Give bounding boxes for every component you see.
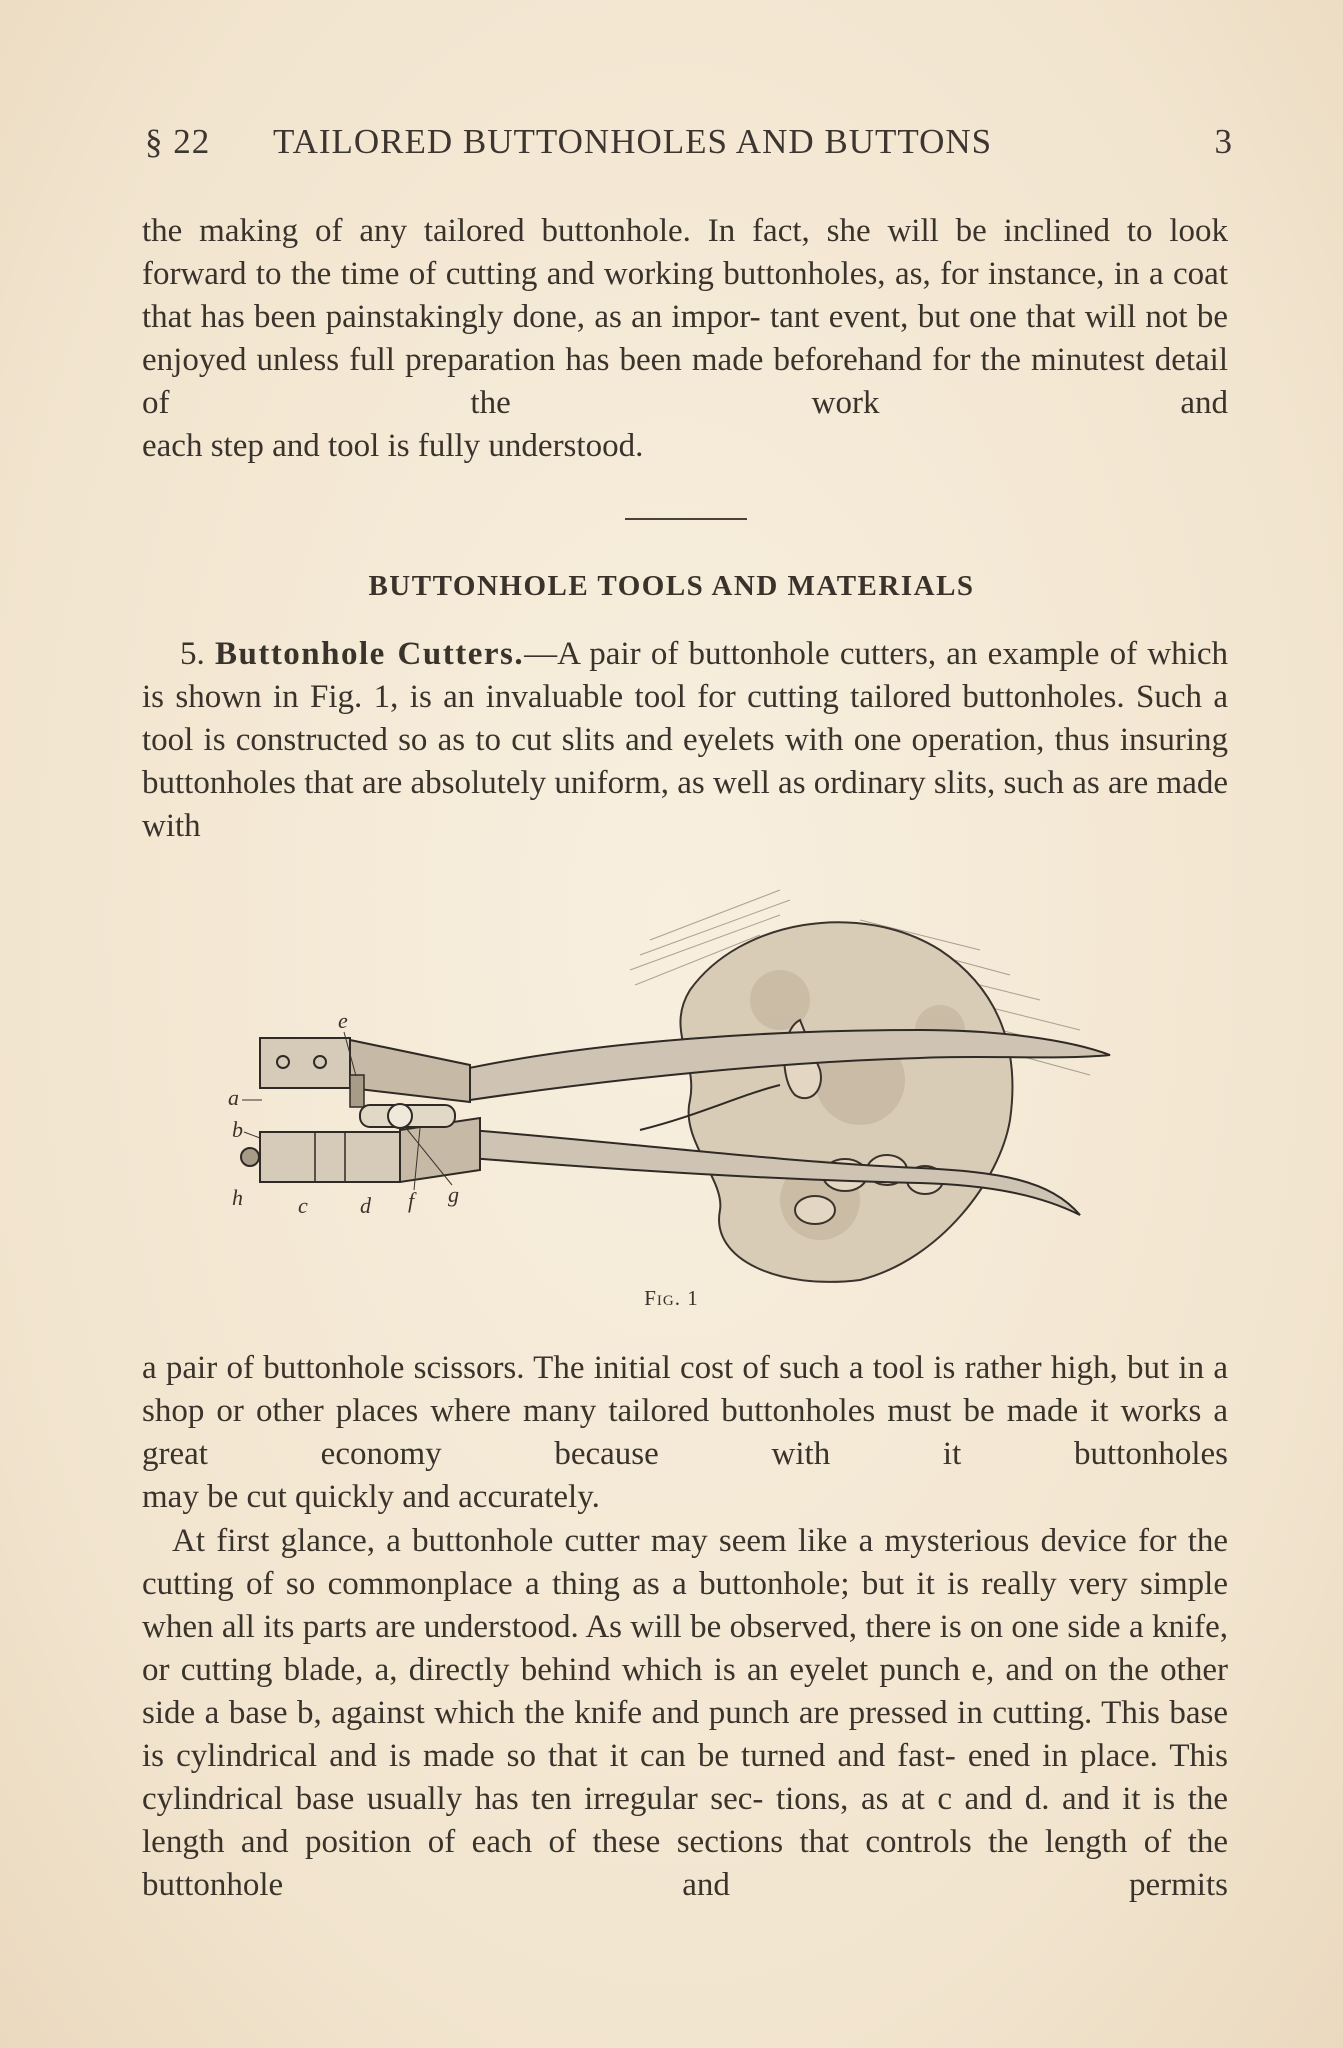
text-line: tailored buttonholes. Such a tool is constructed so as to cut slits (142, 679, 1229, 758)
text-line: —A pair of buttonhole cutters, an (524, 636, 978, 672)
running-title: TAILORED BUTTONHOLES AND BUTTONS (273, 122, 993, 161)
figure-caption: Fig. 1 (644, 1286, 699, 1310)
paragraph-number: 5. (180, 636, 205, 672)
label-e: e (338, 1008, 348, 1033)
label-h: h (232, 1185, 243, 1210)
text-line: At first glance, a buttonhole cutter may seem like a mysterious (172, 1523, 1030, 1559)
text-line: directly behind which is an eyelet punch e, and on the other side a (142, 1652, 1228, 1731)
page-number: 3 (1214, 122, 1233, 161)
cylindrical-base (260, 1132, 400, 1182)
text-line: This base is cylindrical and is made so that it can be turned and fast- (142, 1695, 1228, 1774)
text-line: the making of any tailored buttonhole. In fact, she will be inclined (142, 213, 1110, 249)
run-in-heading: Buttonhole Cutters. (214, 636, 525, 672)
label-g: g (448, 1182, 459, 1207)
text-line: a pair of buttonhole scissors. The initial cost of such a tool is rather (142, 1350, 1042, 1386)
eyelet-punch (350, 1075, 364, 1107)
text-line: tant event, but one that will not be enjoyed unless full preparation (142, 299, 1229, 378)
label-c: c (298, 1193, 308, 1218)
label-a: a (228, 1085, 239, 1110)
upper-jaw (350, 1040, 470, 1102)
label-d: d (360, 1193, 371, 1218)
section-divider (625, 518, 747, 520)
text-line: tions, as at c and d. and it is the length and position of each of these (142, 1781, 1229, 1860)
paragraph-cost (142, 1347, 1228, 1519)
text-line: has been made beforehand for the minutest detail of the work and (142, 342, 1228, 421)
text-line: must be made it works a great economy because with it buttonholes (142, 1393, 1229, 1472)
section-heading: BUTTONHOLE TOOLS AND MATERIALS (368, 570, 975, 602)
paragraph-mechanism (142, 1520, 1228, 1907)
text-line: to look forward to the time of cutting and working buttonholes, as, (142, 213, 1229, 292)
text-line: ened in place. This cylindrical base usually has ten irregular sec- (142, 1738, 1228, 1817)
label-b: b (232, 1117, 243, 1142)
knife-blade (260, 1038, 350, 1088)
figure-buttonhole-cutter-illustration (220, 880, 1140, 1300)
text-line: each step and tool is fully understood. (142, 428, 644, 464)
paragraph-intro (142, 210, 1228, 468)
section-number: § 22 (145, 122, 211, 161)
text-line: sections that controls the length of the buttonhole and permits (142, 1824, 1229, 1903)
text-line: high, but in a shop or other places where many tailored buttonholes (142, 1350, 1229, 1429)
label-f: f (408, 1188, 415, 1213)
text-line: and eyelets with one operation, thus insuring buttonholes that are (142, 722, 1229, 801)
text-line: may be cut quickly and accurately. (142, 1479, 600, 1515)
text-line: will be observed, there is on one side a knife, or cutting blade, a, (142, 1609, 1229, 1688)
pivot-screw (388, 1104, 412, 1128)
text-line: but it is really very simple when all its parts are understood. As (142, 1566, 1228, 1645)
text-line: for instance, in a coat that has been painstakingly done, as an impor- (142, 256, 1228, 335)
paragraph-buttonhole-cutters (142, 633, 1228, 848)
text-line: example of which is shown in Fig. 1, is an invaluable tool for cutting (142, 636, 1229, 715)
text-line: absolutely uniform, as well as ordinary slits, such as are made with (142, 765, 1229, 844)
text-line: base b, against which the knife and punch are pressed in cutting. (228, 1695, 1093, 1731)
text-line: device for the cutting of so commonplace a thing as a buttonhole; (142, 1523, 1229, 1602)
adjusting-knob (241, 1148, 259, 1166)
